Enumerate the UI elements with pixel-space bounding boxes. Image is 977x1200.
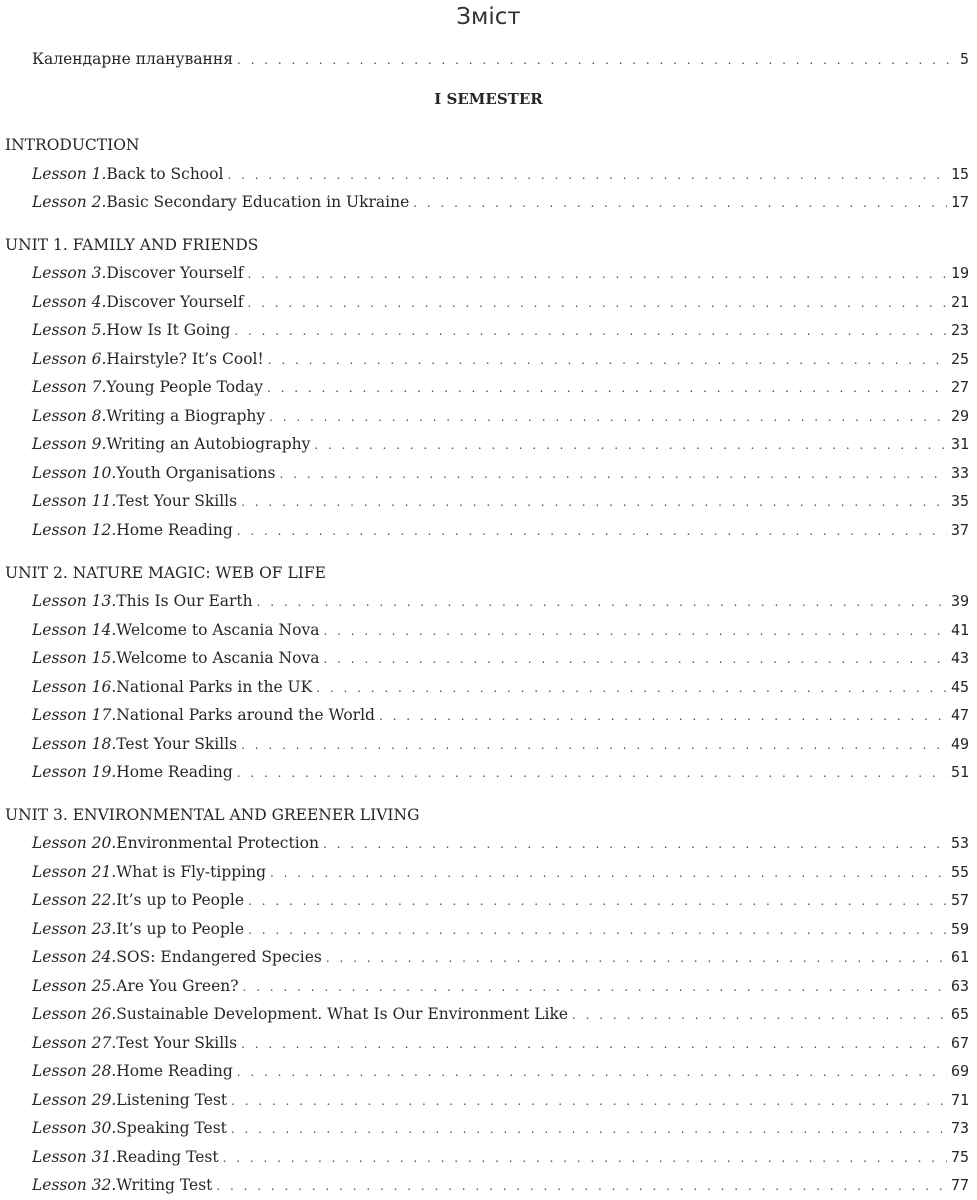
- lesson-page: 75: [950, 1148, 969, 1166]
- toc-entry: [32, 618, 969, 642]
- dot-leader: [269, 405, 947, 429]
- lesson-title: Discover Yourself: [106, 293, 244, 311]
- dot-leader: [237, 761, 947, 785]
- toc-entry: [32, 589, 969, 613]
- dot-leader: [237, 519, 947, 543]
- dot-leader: [413, 191, 947, 215]
- toc-entry: [32, 945, 969, 969]
- lesson-number: Lesson 1.: [32, 165, 107, 183]
- section-heading-unit-3: UNIT 3. ENVIRONMENTAL AND GREENER LIVING: [5, 806, 420, 824]
- lesson-number: Lesson 15.: [32, 649, 117, 667]
- dot-leader: [247, 262, 946, 286]
- toc-entry: [32, 489, 969, 513]
- toc-entry: [32, 1145, 969, 1169]
- dot-leader: [241, 733, 947, 757]
- lesson-number: Lesson 12.: [32, 521, 117, 539]
- lesson-number: Lesson 4.: [32, 293, 107, 311]
- lesson-title: Home Reading: [116, 521, 233, 539]
- lesson-title: SOS: Endangered Species: [116, 948, 322, 966]
- lesson-page: 63: [950, 977, 969, 995]
- toc-entry: [32, 290, 969, 314]
- lesson-title: Writing an Autobiography: [106, 435, 311, 453]
- dot-leader: [247, 291, 946, 315]
- lesson-title: Basic Secondary Education in Ukraine: [106, 193, 410, 211]
- lesson-number: Lesson 24.: [32, 948, 117, 966]
- dot-leader: [257, 590, 947, 614]
- lesson-title: Welcome to Ascania Nova: [116, 621, 320, 639]
- lesson-number: Lesson 25.: [32, 977, 117, 995]
- toc-entry: [32, 760, 969, 784]
- lesson-title: Sustainable Development. What Is Our Environment Like: [116, 1005, 569, 1023]
- lesson-page: 47: [950, 706, 969, 724]
- lesson-title: Back to School: [106, 165, 224, 183]
- section-heading-unit-2: UNIT 2. NATURE MAGIC: WEB OF LIFE: [5, 564, 326, 582]
- lesson-title: Welcome to Ascania Nova: [116, 649, 320, 667]
- lesson-page: 61: [950, 948, 969, 966]
- lesson-page: 45: [950, 678, 969, 696]
- lesson-number: Lesson 20.: [32, 834, 117, 852]
- lesson-page: 43: [950, 649, 969, 667]
- lesson-title: Discover Yourself: [106, 264, 244, 282]
- lesson-page: 55: [950, 863, 969, 881]
- lesson-title: Test Your Skills: [116, 1034, 238, 1052]
- toc-entry: [32, 404, 969, 428]
- lesson-title: Speaking Test: [116, 1119, 227, 1137]
- dot-leader: [248, 889, 947, 913]
- lesson-page: 37: [950, 521, 969, 539]
- dot-leader: [323, 647, 946, 671]
- lesson-title: It’s up to People: [116, 920, 245, 938]
- toc-entry: [32, 917, 969, 941]
- toc-entry: [32, 831, 969, 855]
- lesson-page: 53: [950, 834, 969, 852]
- lesson-number: Lesson 31.: [32, 1148, 117, 1166]
- lesson-page: 77: [950, 1176, 969, 1194]
- lesson-title: Reading Test: [116, 1148, 219, 1166]
- dot-leader: [572, 1003, 947, 1027]
- lesson-number: Lesson 27.: [32, 1034, 117, 1052]
- dot-leader: [268, 348, 947, 372]
- dot-leader: [316, 676, 947, 700]
- lesson-page: 41: [950, 621, 969, 639]
- lesson-number: Lesson 28.: [32, 1062, 117, 1080]
- lesson-page: 23: [950, 321, 969, 339]
- lesson-title: Young People Today: [106, 378, 264, 396]
- lesson-title: National Parks around the World: [116, 706, 375, 724]
- lesson-page: 19: [950, 264, 969, 282]
- lesson-title: Writing Test: [116, 1176, 213, 1194]
- dot-leader: [314, 433, 947, 457]
- dot-leader: [231, 1089, 947, 1113]
- lesson-title: Home Reading: [116, 763, 233, 781]
- lesson-number: Lesson 3.: [32, 264, 107, 282]
- toc-entry: [32, 375, 969, 399]
- toc-entry: [32, 860, 969, 884]
- lesson-number: Lesson 2.: [32, 193, 107, 211]
- lesson-title: Hairstyle? It’s Cool!: [106, 350, 264, 368]
- dot-leader: [280, 462, 947, 486]
- dot-leader: [216, 1174, 947, 1198]
- lesson-number: Lesson 11.: [32, 492, 117, 510]
- page-title: Зміст: [456, 4, 521, 30]
- lesson-number: Lesson 14.: [32, 621, 117, 639]
- dot-leader: [241, 490, 947, 514]
- lesson-page: 25: [950, 350, 969, 368]
- lesson-number: Lesson 13.: [32, 592, 117, 610]
- dot-leader: [223, 1146, 947, 1170]
- lesson-title: Youth Organisations: [116, 464, 276, 482]
- toc-entry: [32, 318, 969, 342]
- toc-entry: [32, 703, 969, 727]
- toc-entry: [32, 1031, 969, 1055]
- dot-leader: [231, 1117, 947, 1141]
- lesson-number: Lesson 18.: [32, 735, 117, 753]
- dot-leader: [227, 163, 947, 187]
- lesson-page: 35: [950, 492, 969, 510]
- lesson-number: Lesson 26.: [32, 1005, 117, 1023]
- section-heading-introduction: INTRODUCTION: [5, 136, 140, 154]
- lesson-title: Environmental Protection: [116, 834, 319, 852]
- toc-entry: [32, 1059, 969, 1083]
- toc-entry: [32, 888, 969, 912]
- lesson-page: 71: [950, 1091, 969, 1109]
- lesson-page: 33: [950, 464, 969, 482]
- lesson-title: Listening Test: [116, 1091, 228, 1109]
- lesson-page: 57: [950, 891, 969, 909]
- toc-entry: [32, 646, 969, 670]
- toc-entry: [32, 1116, 969, 1140]
- lesson-number: Lesson 30.: [32, 1119, 117, 1137]
- toc-entry: [32, 162, 969, 186]
- lesson-page: 29: [950, 407, 969, 425]
- lesson-number: Lesson 10.: [32, 464, 117, 482]
- lesson-number: Lesson 17.: [32, 706, 117, 724]
- lesson-number: Lesson 16.: [32, 678, 117, 696]
- lesson-page: 49: [950, 735, 969, 753]
- toc-entry: [32, 518, 969, 542]
- lesson-number: Lesson 19.: [32, 763, 117, 781]
- lesson-title: Test Your Skills: [116, 492, 238, 510]
- lesson-page: 31: [950, 435, 969, 453]
- dot-leader: [323, 832, 947, 856]
- calendar-label: Календарне планування: [32, 50, 234, 68]
- dot-leader: [379, 704, 947, 728]
- toc-entry: [32, 432, 969, 456]
- dot-leader: [234, 319, 947, 343]
- lesson-number: Lesson 5.: [32, 321, 107, 339]
- lesson-number: Lesson 6.: [32, 350, 107, 368]
- lesson-page: 59: [950, 920, 969, 938]
- lesson-page: 69: [950, 1062, 969, 1080]
- toc-entry: [32, 190, 969, 214]
- toc-entry: [32, 732, 969, 756]
- toc-entry: [32, 1002, 969, 1026]
- lesson-title: National Parks in the UK: [116, 678, 313, 696]
- lesson-title: This Is Our Earth: [116, 592, 253, 610]
- lesson-title: Writing a Biography: [106, 407, 266, 425]
- dot-leader: [270, 861, 947, 885]
- lesson-number: Lesson 23.: [32, 920, 117, 938]
- lesson-title: Test Your Skills: [116, 735, 238, 753]
- toc-entry: [32, 261, 969, 285]
- dot-leader: [241, 1032, 947, 1056]
- dot-leader: [326, 946, 947, 970]
- lesson-title: It’s up to People: [116, 891, 245, 909]
- lesson-number: Lesson 32.: [32, 1176, 117, 1194]
- lesson-page: 65: [950, 1005, 969, 1023]
- section-heading-unit-1: UNIT 1. FAMILY AND FRIENDS: [5, 236, 259, 254]
- lesson-page: 67: [950, 1034, 969, 1052]
- lesson-title: How Is It Going: [106, 321, 231, 339]
- lesson-page: 27: [950, 378, 969, 396]
- lesson-number: Lesson 21.: [32, 863, 117, 881]
- dot-leader: [237, 1060, 947, 1084]
- toc-entry: [32, 675, 969, 699]
- semester-heading: I SEMESTER: [434, 90, 543, 108]
- lesson-number: Lesson 9.: [32, 435, 107, 453]
- lesson-number: Lesson 22.: [32, 891, 117, 909]
- lesson-page: 21: [950, 293, 969, 311]
- toc-entry: [32, 461, 969, 485]
- dot-leader: [267, 376, 947, 400]
- lesson-title: Home Reading: [116, 1062, 233, 1080]
- lesson-number: Lesson 8.: [32, 407, 107, 425]
- dot-leader: [248, 918, 947, 942]
- lesson-title: What is Fly-tipping: [116, 863, 267, 881]
- dot-leader: [323, 619, 946, 643]
- lesson-number: Lesson 29.: [32, 1091, 117, 1109]
- lesson-title: Are You Green?: [116, 977, 239, 995]
- toc-entry: [32, 1173, 969, 1197]
- lesson-page: 51: [950, 763, 969, 781]
- calendar-page: 5: [959, 50, 969, 68]
- toc-entry: [32, 974, 969, 998]
- lesson-page: 15: [950, 165, 969, 183]
- lesson-page: 73: [950, 1119, 969, 1137]
- dot-leader: [243, 975, 947, 999]
- toc-entry: [32, 1088, 969, 1112]
- lesson-page: 39: [950, 592, 969, 610]
- lesson-page: 17: [950, 193, 969, 211]
- lesson-number: Lesson 7.: [32, 378, 107, 396]
- dot-leader: [237, 48, 956, 72]
- toc-entry: [32, 347, 969, 371]
- calendar-entry: [32, 47, 969, 71]
